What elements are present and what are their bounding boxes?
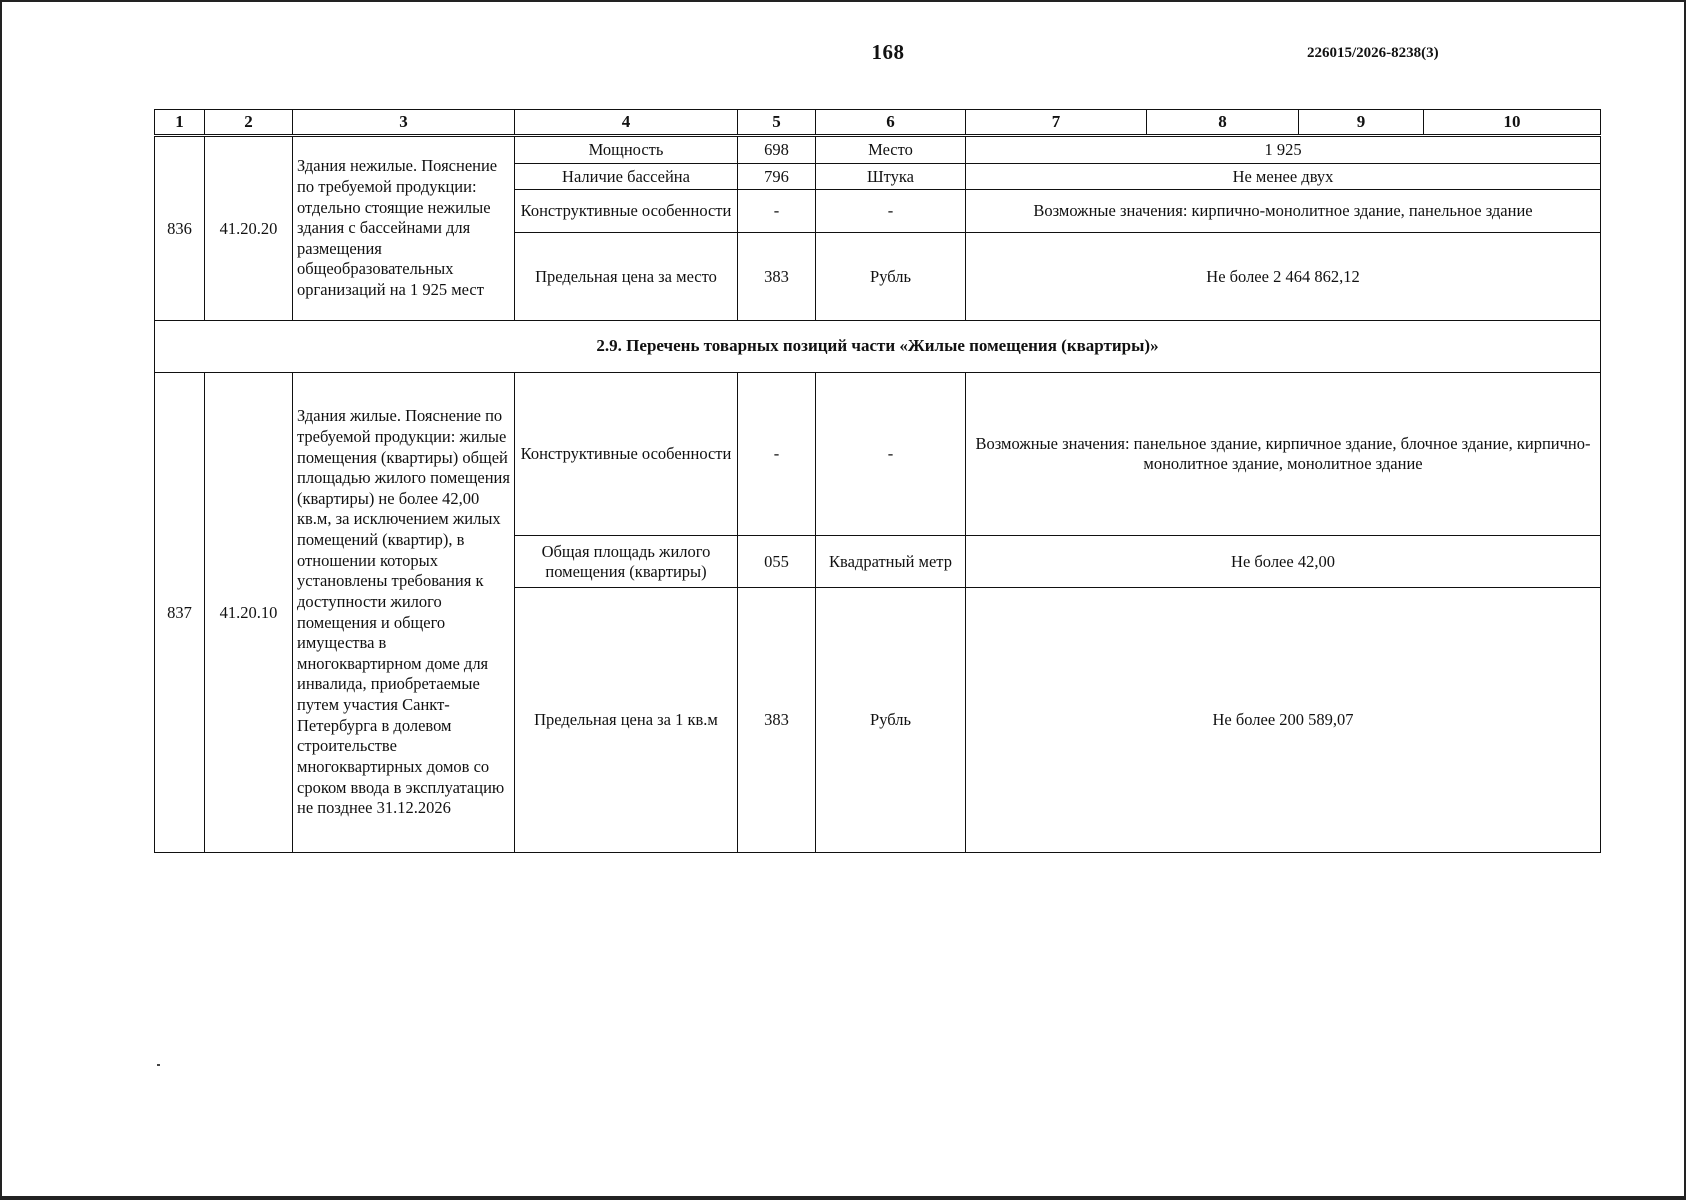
header-col-2: 2 [205, 110, 293, 136]
item-836-value: Возможные значения: кирпично-монолитное здание, панельное здание [966, 190, 1601, 233]
header-col-5: 5 [738, 110, 816, 136]
section-title: 2.9. Перечень товарных позиций части «Жилые помещения (квартиры)» [155, 321, 1601, 373]
header-col-8: 8 [1147, 110, 1299, 136]
item-837-description: Здания жилые. Пояснение по требуемой продукции: жилые помещения (квартиры) общей площадью жилого помещения (квартиры) не более 42,00 кв.м, за исключением жилых помещений (квартир), в отношении которых установлены требования к доступности жилого помещения и общего имущества в многоквартирном доме для инвалида, приобретаемые путем участия Санкт-Петербурга в долевом строительстве многоквартирных домов со сроком ввода в эксплуатацию не позднее 31.12.2026 [293, 373, 515, 853]
item-837-unit: - [816, 373, 966, 536]
item-836-number: 836 [155, 136, 205, 321]
item-837-okei: 383 [738, 588, 816, 853]
header-col-6: 6 [816, 110, 966, 136]
item-836-characteristic: Мощность [515, 136, 738, 164]
item-836-unit: - [816, 190, 966, 233]
item-837-row-construction [155, 373, 1601, 536]
item-836-unit: Место [816, 136, 966, 164]
header-col-1: 1 [155, 110, 205, 136]
header-col-9: 9 [1299, 110, 1424, 136]
item-837-okei: - [738, 373, 816, 536]
item-837-number: 837 [155, 373, 205, 853]
document-code: 226015/2026-8238(3) [1307, 45, 1439, 61]
item-836-okei: 796 [738, 164, 816, 190]
item-837-value: Не более 200 589,07 [966, 588, 1601, 853]
item-837-value: Возможные значения: панельное здание, кирпичное здание, блочное здание, кирпично-монолитное здание, монолитное здание [966, 373, 1601, 536]
item-836-value: Не более 2 464 862,12 [966, 233, 1601, 321]
item-837-characteristic: Конструктивные особенности [515, 373, 738, 536]
item-837-code: 41.20.10 [205, 373, 293, 853]
item-837-unit: Квадратный метр [816, 536, 966, 588]
header-col-4: 4 [515, 110, 738, 136]
item-837-unit: Рубль [816, 588, 966, 853]
item-836-okei: 698 [738, 136, 816, 164]
item-836-description: Здания нежилые. Пояснение по требуемой продукции: отдельно стоящие нежилые здания с бассейнами для размещения общеобразовательных организаций на 1 925 мест [293, 136, 515, 321]
item-836-unit: Штука [816, 164, 966, 190]
item-836-code: 41.20.20 [205, 136, 293, 321]
item-836-characteristic: Наличие бассейна [515, 164, 738, 190]
item-836-value: 1 925 [966, 136, 1601, 164]
item-837-okei: 055 [738, 536, 816, 588]
page-number: 168 [871, 40, 905, 64]
table-container [154, 109, 1601, 853]
item-836-okei: - [738, 190, 816, 233]
item-836-value: Не менее двух [966, 164, 1601, 190]
item-837-characteristic: Общая площадь жилого помещения (квартиры) [515, 536, 738, 588]
item-836-row-capacity [155, 136, 1601, 164]
item-837-characteristic: Предельная цена за 1 кв.м [515, 588, 738, 853]
item-836-unit: Рубль [816, 233, 966, 321]
header-col-10: 10 [1424, 110, 1601, 136]
item-836-characteristic: Предельная цена за место [515, 233, 738, 321]
scan-speck [157, 1064, 160, 1066]
header-col-3: 3 [293, 110, 515, 136]
item-836-characteristic: Конструктивные особенности [515, 190, 738, 233]
page-bottom-border [0, 1196, 1686, 1200]
header-row [155, 110, 1601, 136]
products-table [154, 109, 1601, 853]
item-837-value: Не более 42,00 [966, 536, 1601, 588]
item-836-okei: 383 [738, 233, 816, 321]
section-row [155, 321, 1601, 373]
header-col-7: 7 [966, 110, 1147, 136]
